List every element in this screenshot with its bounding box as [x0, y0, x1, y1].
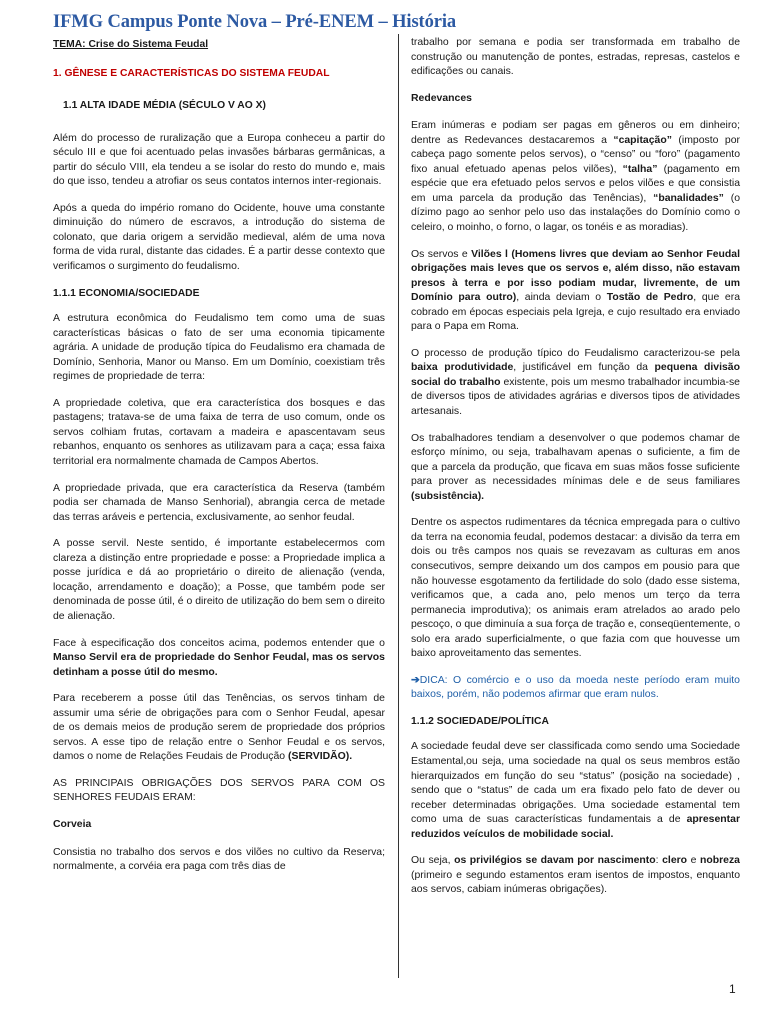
bold-text: (subsistência). [411, 490, 485, 502]
subsection-heading-1-1-1: 1.1.1 ECONOMIA/SOCIEDADE [53, 287, 200, 299]
section-heading-1: 1. GÊNESE E CARACTERÍSTICAS DO SISTEMA FEUDAL [53, 67, 330, 79]
bold-text: “talha” [622, 163, 658, 175]
paragraph: A estrutura econômica do Feudalismo tem como uma de suas características básicas o fato de ser uma economia tipicamente agrária. A unidade de produção típica do Feudalismo era chamada de Domínio, Senhoria, Manor ou Manso. Em um Domínio, coexistiam três regimes de propriedade de terra: [53, 313, 385, 383]
subsection-heading-1-1-2: 1.1.2 SOCIEDADE/POLÍTICA [411, 715, 549, 727]
paragraph [411, 119, 740, 235]
theme-heading: TEMA: Crise do Sistema Feudal [53, 39, 209, 50]
paragraph: Consistia no trabalho dos servos e dos vilões no cultivo da Reserva; normalmente, a corvéia era paga com três dias de [53, 846, 385, 873]
text-run: Os trabalhadores tendiam a desenvolver o que podemos chamar de esforço mínimo, ou seja, trabalhavam apenas o suficiente, a fim de que a parcela da produção, que ficava em suas mãos fosse suficiente para prover as necessidades mínimas dele e de seus familiares [411, 432, 740, 488]
text-run: , ainda deviam o [516, 292, 607, 304]
text-run: existente, pois um mesmo trabalhador incumbia-se de diversos tipos de atividades agrárias e diversos tipos de atividades artesanais. [411, 376, 740, 418]
page-number: 1 [729, 982, 736, 996]
text-run: A sociedade feudal deve ser classificada como sendo uma Sociedade Estamental,ou seja, uma sociedade na qual os seus membros estão hierarquizados em função do seu “status” (posição na sociedade) , sendo que o “status” de cada um era fixado pelo fato de dever ou receber determinadas obrigações. Uma sociedade estamental tem como uma de suas características fundamentais a de [411, 741, 740, 826]
paragraph [53, 637, 385, 681]
paragraph [411, 854, 740, 898]
corveia-heading: Corveia [53, 818, 92, 830]
bold-text: baixa produtividade [411, 362, 514, 374]
text-run: , justificável em função da [513, 362, 655, 374]
paragraph: Após a queda do império romano do Ocidente, houve uma constante diminuição do número de escravos, a introdução do sistema de colonato, que daria origem a servidão medieval, além de uma nova forma de vida rural, distante das cidades. É a partir desse contexto que verificamos o surgimento do feudalismo. [53, 202, 385, 273]
bold-text: “banalidades” [653, 192, 724, 204]
bold-text: Vilões l (Homens livres que deviam ao Senhor Feudal obrigações mais leves que os servos e, além disso, não estavam presos à terra e por isso podiam mudar, livremente, de um Domínio para outro) [411, 248, 740, 304]
bold-text: apresentar reduzidos veículos de mobilidade social. [411, 814, 740, 840]
bold-text: (SERVIDÃO). [288, 751, 353, 763]
paragraph: A posse servil. Neste sentido, é importante estabelecermos com clareza a distinção entre propriedade e posse: a Propriedade implica a posse jurídica e dá ao proprietário o direito de alienação (venda, locação, arrendamento e doação); a Posse, que também pode ser denominada de posse útil, é o direito de utilização do bem sem o direito de alienação. [53, 538, 385, 622]
left-column [53, 38, 385, 887]
bold-text: os privilégios se davam por nascimento [454, 855, 656, 867]
subsection-heading-1-1: 1.1 ALTA IDADE MÉDIA (SÉCULO V AO X) [63, 100, 266, 112]
paragraph [411, 432, 740, 505]
bold-text: nobreza [699, 855, 740, 867]
arrow-right-icon: ➔ [411, 674, 420, 686]
paragraph: Além do processo de ruralização que a Europa conheceu a partir do século III e que foi acentuado pelas invasões bárbaras germânicas, a partir do século VIII, ela tendeu a se isolar do resto do mundo e, mais do que isso, tendeu a atrofiar os seus contatos internos inter-regionais. [53, 132, 385, 188]
text-run: Os servos e [411, 248, 472, 260]
paragraph [411, 347, 740, 420]
paragraph [411, 248, 740, 335]
text-run: Eram inúmeras e podiam ser pagas em gêneros ou em dinheiro; dentre as Redevances destacaremos a [411, 120, 740, 146]
text-run: Ou seja, [411, 855, 455, 867]
text-run: O processo de produção típico do Feudalismo caracterizou-se pela [411, 347, 740, 359]
paragraph [53, 692, 385, 765]
column-divider [398, 34, 399, 978]
paragraph: AS PRINCIPAIS OBRIGAÇÕES DOS SERVOS PARA COM OS SENHORES FEUDAIS ERAM: [53, 777, 385, 804]
paragraph [411, 740, 740, 842]
text-run: (primeiro e segundo estamentos eram isentos de impostos, enquanto aos servos, cabiam inúmeras obrigações). [411, 869, 740, 896]
dica-note [411, 674, 740, 703]
paragraph: trabalho por semana e podia ser transformada em trabalho de construção ou manutenção de pontes, estradas, represas, castelos e edificações ou canais. [411, 37, 740, 78]
text-run: (pagamento em espécie que era efetuado pelos servos e pelos vilões e que consistia em uma parcela da produção das Tenências), [411, 163, 740, 204]
text-run: (o dízimo pago ao senhor pelo uso das instalações do Domínio como o celeiro, o moinho, o forno, o lagar, os tonéis e as moradias). [411, 192, 741, 234]
paragraph: Dentre os aspectos rudimentares da técnica empregada para o cultivo da terra na economia feudal, podemos destacar: a divisão da terra em dois ou três campos nos quais se revezavam as culturas em anos consecutivos, sempre deixando um dos campos em pousio para que não houvesse esgotamento da fertilidade do solo (dado esse sistema, verificamos que, a cada ano, pelo menos um terço da terra permanecia improdutiva); os animais eram atrelados ao arado pelo pescoço, o que diminuía a sua força de tração e, conseqüentemente, o solo era arado superficialmente, o que fazia com que houvesse um baixo aproveitamento das sementes. [411, 517, 740, 660]
bold-text: clero [662, 855, 688, 867]
redevances-heading: Redevances [411, 92, 472, 104]
paragraph: A propriedade privada, que era característica da Reserva (também podia ser chamada de Manso Senhorial), abrangia cerca de metade das terras aráveis e pertencia, exclusivamente, ao senhor feudal. [53, 482, 385, 523]
right-column [411, 36, 740, 910]
dica-text: DICA: O comércio e o uso da moeda neste período eram muito baixos, porém, não podemos afirmar que eram nulos. [411, 674, 740, 701]
text-run: (imposto por cabeça pago somente pelos servos), o “censo” ou “foro” (pagamento fixo anual efetuado apenas pelos vilões), [411, 134, 740, 175]
text-run: Face à especificação dos conceitos acima, podemos entender que o [53, 637, 385, 649]
text-run: Para receberem a posse útil das Tenências, os servos tinham de assumir uma série de obrigações para com o Senhor Feudal, apesar de os demais meios de produção serem de propriedade dos próprios servos. A esse tipo de relação entre o Senhor Feudal e os servos, damos o nome de Relações Feudais de Produção [53, 693, 385, 763]
paragraph: A propriedade coletiva, que era característica dos bosques e das pastagens; tratava-se de uma faixa de terra de uso comum, onde os servos colhiam frutas, cortavam a madeira e apascentavam seus rebanhos, enquanto os senhores as utilizavam para a caça; essa faixa territorial era normalmente chamada de Campos Abertos. [53, 397, 385, 468]
text-run: e [687, 855, 700, 867]
page-title: IFMG Campus Ponte Nova – Pré-ENEM – História [53, 12, 457, 32]
bold-text: pequena divisão social do trabalho [411, 362, 740, 388]
bold-text: Manso Servil era de propriedade do Senhor Feudal, mas os servos detinham a posse útil do mesmo. [53, 652, 385, 678]
bold-text: Tostão de Pedro [606, 292, 694, 304]
text-run: , que era cobrado em épocas especiais pela Igreja, e cujo resultado era enviado para o Papa em Roma. [411, 292, 740, 333]
bold-text: “capitação” [613, 134, 672, 146]
text-run: : [655, 855, 663, 867]
